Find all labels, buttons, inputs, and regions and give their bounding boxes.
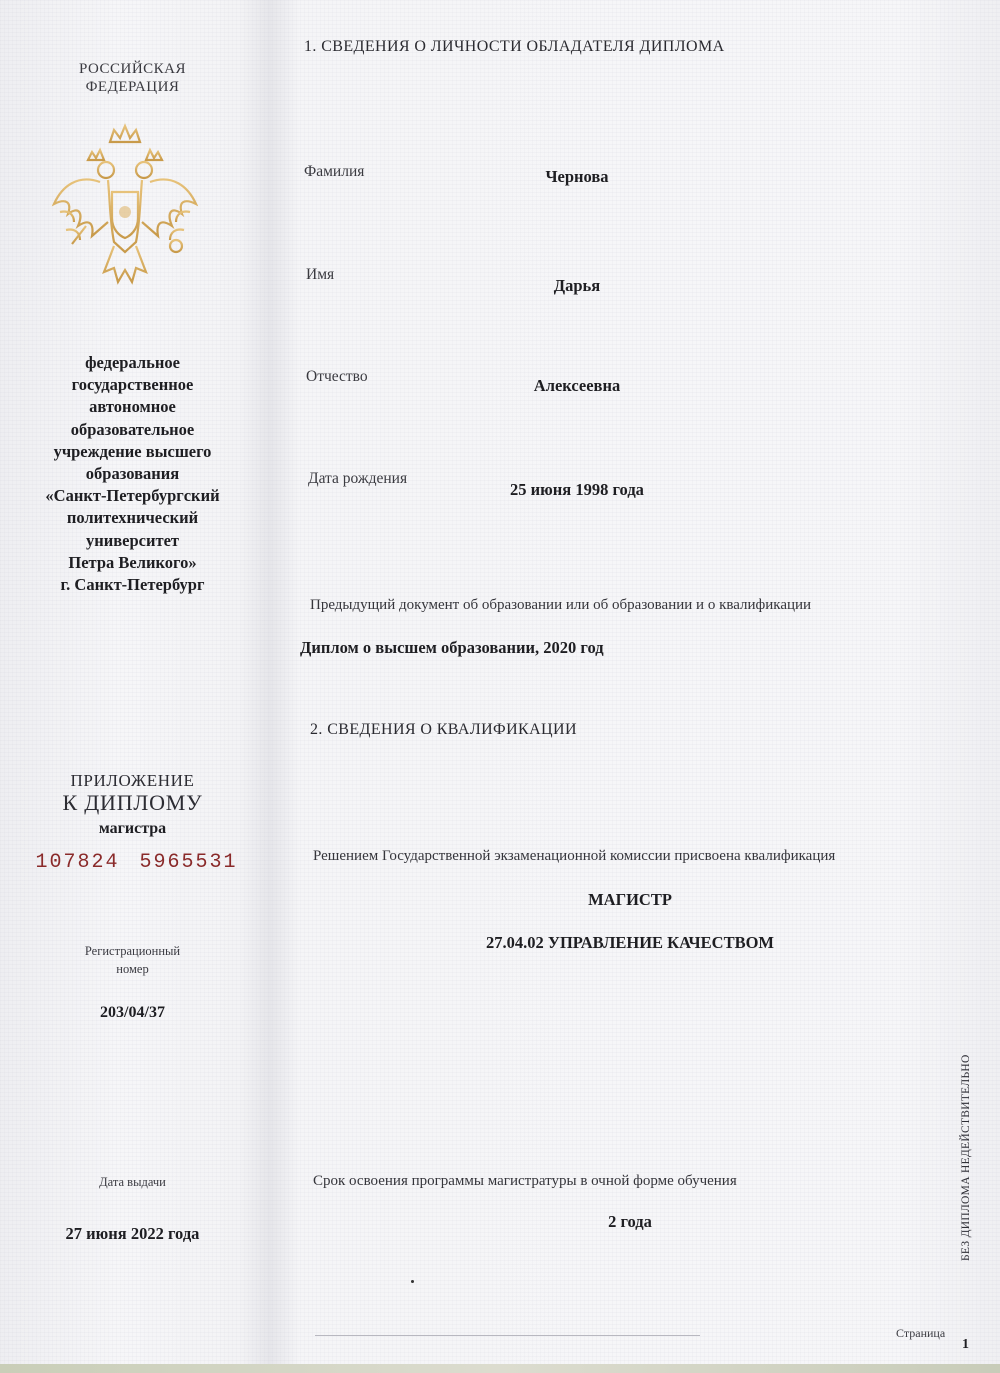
country-line-2: ФЕДЕРАЦИЯ xyxy=(85,79,180,95)
institution-line: университет xyxy=(85,530,180,550)
supplement-subtitle: К ДИПЛОМУ xyxy=(62,790,203,815)
institution-line: г. Санкт-Петербург xyxy=(60,575,205,595)
birth-date-value: 25 июня 1998 года xyxy=(510,480,644,499)
institution-line: Петра Великого» xyxy=(68,552,197,572)
country-name xyxy=(20,60,245,96)
institution-line: образовательное xyxy=(70,419,195,439)
registration-number: 203/04/37 xyxy=(100,1004,165,1021)
institution-line: автономное xyxy=(89,397,176,417)
name-value: Дарья xyxy=(553,276,601,295)
country-line-1: РОССИЙСКАЯ xyxy=(78,61,187,77)
institution-line: политехнический xyxy=(66,508,199,528)
patronymic-label: Отчество xyxy=(306,368,368,385)
qualification-decision-text: Решением Государственной экзаменационной комиссии присвоена квалификация xyxy=(313,848,836,864)
issue-date-label: Дата выдачи xyxy=(99,1175,166,1189)
coat-of-arms-icon xyxy=(48,122,203,297)
institution-name xyxy=(20,352,245,596)
patronymic-value: Алексеевна xyxy=(533,376,621,395)
validity-side-note: БЕЗ ДИПЛОМА НЕДЕЙСТВИТЕЛЬНО xyxy=(960,1054,972,1261)
previous-document-label: Предыдущий документ об образовании или об образовании и о квалификации xyxy=(310,597,812,613)
issue-date: 27 июня 2022 года xyxy=(65,1224,200,1243)
previous-document-value: Диплом о высшем образовании, 2020 год xyxy=(300,638,604,657)
institution-line: «Санкт-Петербургский xyxy=(45,486,220,506)
study-duration-label: Срок освоения программы магистратуры в очной форме обучения xyxy=(313,1173,737,1189)
mark-dot xyxy=(411,1280,414,1283)
bottom-border-strip xyxy=(0,1364,1000,1373)
page-label: Страница xyxy=(896,1326,946,1340)
name-label: Имя xyxy=(306,266,335,283)
section-1-heading: 1. СВЕДЕНИЯ О ЛИЧНОСТИ ОБЛАДАТЕЛЯ ДИПЛОМА xyxy=(304,38,725,55)
page-number: 1 xyxy=(962,1337,969,1352)
serial-number: 107824 5965531 xyxy=(35,851,238,874)
study-duration-value: 2 года xyxy=(608,1212,652,1231)
surname-label: Фамилия xyxy=(304,163,365,180)
institution-line: федеральное xyxy=(85,353,180,372)
institution-line: государственное xyxy=(71,375,194,395)
surname-value: Чернова xyxy=(545,167,609,186)
bottom-rule xyxy=(315,1335,700,1336)
institution-line: образования xyxy=(85,464,180,484)
institution-line: учреждение высшего xyxy=(53,441,212,461)
degree-level: магистра xyxy=(98,820,167,837)
section-2-heading: 2. СВЕДЕНИЯ О КВАЛИФИКАЦИИ xyxy=(310,721,577,738)
supplement-title: ПРИЛОЖЕНИЕ xyxy=(70,771,195,790)
registration-label-line-1: Регистрационный xyxy=(84,944,181,958)
qualification-value: МАГИСТР xyxy=(588,890,672,909)
birth-date-label: Дата рождения xyxy=(308,470,408,487)
program-value: 27.04.02 УПРАВЛЕНИЕ КАЧЕСТВОМ xyxy=(485,933,774,952)
registration-label-line-2: номер xyxy=(116,962,149,976)
registration-label xyxy=(20,942,245,978)
